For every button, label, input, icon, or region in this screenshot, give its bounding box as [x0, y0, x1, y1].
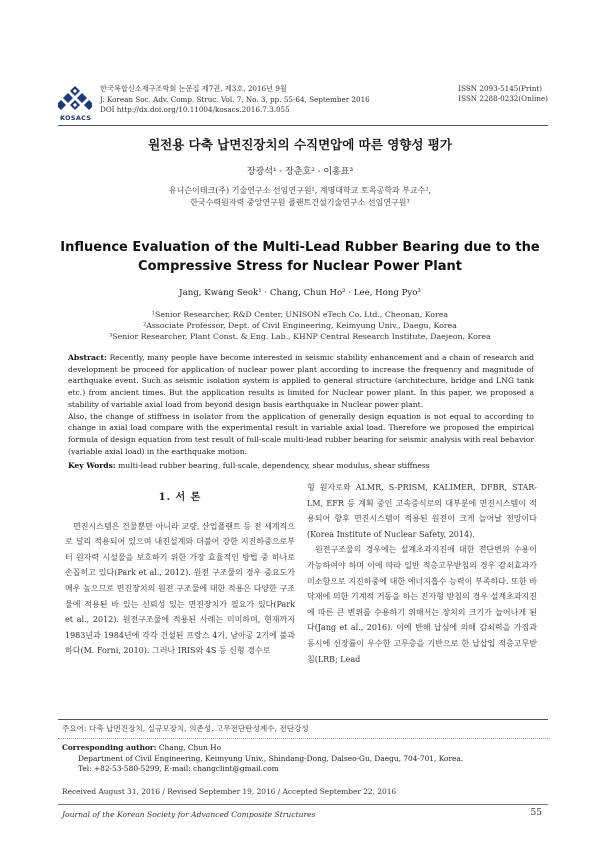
- corr-dept: Department of Civil Engineering, Keimyung Univ., Shindang-Dong, Dalseo-Gu, Daegu, 704-701, Korea.: [78, 753, 464, 763]
- corr-label: Corresponding author:: [62, 743, 157, 752]
- issn-block: [458, 84, 548, 103]
- abstract-paragraph: Also, the change of stiffness in isolator from the application of generally design equation is not equal to according to change in axial load compare with the experimental result in variable axial load. Therefore we proposed the empirical formula of design equation from test result of full-scale multi-lead rubber bearing for seismic analysis with real behavior (variable axial load) in the earthquake motion.: [68, 411, 534, 456]
- doi-link[interactable]: DOI http://dx.doi.org/10.11004/kosacs.2016.7.3.055: [100, 105, 290, 114]
- footnote-divider: [58, 738, 548, 739]
- corr-contact: Tel: +82-53-580-5299, E-mail: changclint@gmail.com: [78, 764, 279, 773]
- keywords: [68, 460, 534, 471]
- english-affiliations: [0, 309, 600, 342]
- issn-print: ISSN 2093-5145(Print): [458, 84, 543, 93]
- korean-affiliations: [0, 185, 600, 208]
- kosacs-logo: [58, 84, 92, 124]
- english-authors: Jang, Kwang Seok¹ · Chang, Chun Ho² · Lee, Hong Pyo³: [179, 288, 421, 298]
- journal-footer: Journal of the Korean Society for Advanced Composite Structures: [62, 810, 316, 819]
- english-affiliation-line: ¹Senior Researcher, R&D Center, UNISON eTech Co. Ltd., Cheonan, Korea: [151, 310, 449, 319]
- korean-authors: 장광석¹ · 장춘호² · 이홍표³: [246, 167, 354, 177]
- body-paragraph: 면진시스템은 건물뿐만 아니라 교량, 산업플랜트 등 전 세계적으로 널리 적용되어 있으며 내진설계와 더불어 강한 지진하중으로부터 원자력 시설물을 보호하기 위한 가장 효율적인 방법 중 하나로 손꼽히고 있다(Park et al., 2012). 원전 구조물의 경우 중요도가 매우 높으므로 면진장치의 원전 구조물에 대한 적용은 다양한 구조물에 적용된 바 있는 신뢰성 있는 면진장치가 필요가 있다(Park et al., 2012). 원전구조물에 적용된 사례는 미미하며, 현재까지 1983년과 1984년에 각각 건설된 프랑스 4기, 남아공 2기에 불과하다(M. Forni, 2010). 그러나 IRIS와 4S 등 신형 경수로: [65, 521, 295, 656]
- abstract: [68, 352, 534, 457]
- logo-text: KOSACS: [60, 114, 92, 122]
- kosacs-logo-icon: [58, 84, 92, 114]
- footer-divider: [58, 804, 548, 805]
- korean-keywords: 주요어: 다축 납면진장치, 실규모장치, 의존성, 고무전단탄성계수, 전단강성: [62, 724, 309, 733]
- journal-name-ko: 한국복합신소재구조학회 논문집 제7권, 제3호, 2016년 9월: [100, 84, 287, 93]
- keywords-text: multi-lead rubber bearing, full-scale, dependency, shear modulus, shear stiffness: [118, 461, 430, 470]
- issn-online: ISSN 2288-0232(Online): [458, 93, 548, 103]
- korean-title: 원전용 다축 납면진장치의 수직면압에 따른 영향성 평가: [148, 137, 452, 152]
- english-affiliation-line: ³Senior Researcher, Plant Const. & Eng. Lab., KHNP Central Research Institute, Daejeon, Korea: [109, 332, 491, 341]
- korean-affiliation-line: 유니슨이테크(주) 기술연구소 선임연구원¹, 계명대학교 토목공학과 부교수²,: [168, 186, 432, 195]
- body-paragraph: 형 원자로와 ALMR, S-PRISM, KALIMER, DFBR, STAR-LM, EFR 등 계획 중인 고속증식로의 대부분에 면진시스템이 적용되어 향후 면진시스템이 적용된 원전이 크게 늘어날 전망이다(Korea Institute of Nuclear Safety, 2014).: [307, 483, 537, 539]
- body-paragraph: 원전구조물의 경우에는 설계초과지진에 대한 전단변위 수용이 가능하여야 하며 이에 따라 일반 적층고무받침의 경우 감쇠효과가 미소함으로 지진하중에 대한 에너지흡수 능력이 부족하다. 또한 바닥재에 의한 기계적 거동을 하는 진자형 받침의 경우 설계초과지진에 따른 큰 변위를 수용하기 위해서는 장치의 크기가 늘어나게 된다(Jang et al., 2016). 이에 반해 납심에 의해 감쇠력을 가짐과 동시에 신장률이 우수한 고무층을 기반으로 한 납삽입 적층고무받침(LRB; Lead: [307, 545, 537, 664]
- body-column-right: [307, 480, 537, 667]
- english-affiliation-line: ²Associate Professor, Dept. of Civil Engineering, Keimyung Univ., Daegu, Korea: [143, 321, 457, 330]
- journal-name-en: J. Korean Soc. Adv. Comp. Struc. Vol. 7, No. 3, pp. 55-64, September 2016: [100, 94, 370, 104]
- korean-affiliation-line: 한국수력원자력 중앙연구원 플랜트건설기술연구소 선임연구원³: [190, 197, 410, 207]
- abstract-paragraph: Recently, many people have become interested in seismic stability enhancement and a chain of research and development be proceed for application of nuclear power plant according to increase the frequency and magnitude of earthquake event. Such as seismic isolation system is applied to general structure (architecture, bridge and LNG tank etc.) from ancient times. But the application results is limited for Nuclear power plant. In this paper, we proposed a stability of variable axial load from beyond design basis earthquake in Nuclear power plant.: [68, 353, 534, 409]
- journal-info: [100, 84, 370, 116]
- corresponding-author: [62, 743, 463, 775]
- page-number: 55: [530, 808, 542, 818]
- body-column-left: [65, 480, 295, 659]
- keywords-label: Key Words:: [68, 461, 116, 470]
- section-heading: 1. 서 론: [158, 492, 202, 503]
- english-title: Influence Evaluation of the Multi-Lead Rubber Bearing due to the Compressive Stress for Nuclear Power Plant: [60, 240, 540, 274]
- footnote-divider: [58, 719, 548, 720]
- header-divider: [58, 125, 548, 126]
- received-dates: Received August 31, 2016 / Revised September 19, 2016 / Accepted September 22, 2016: [62, 787, 397, 796]
- corr-name: Chang, Chun Ho: [158, 743, 222, 752]
- journal-header: [58, 84, 548, 124]
- abstract-label: Abstract:: [68, 353, 107, 362]
